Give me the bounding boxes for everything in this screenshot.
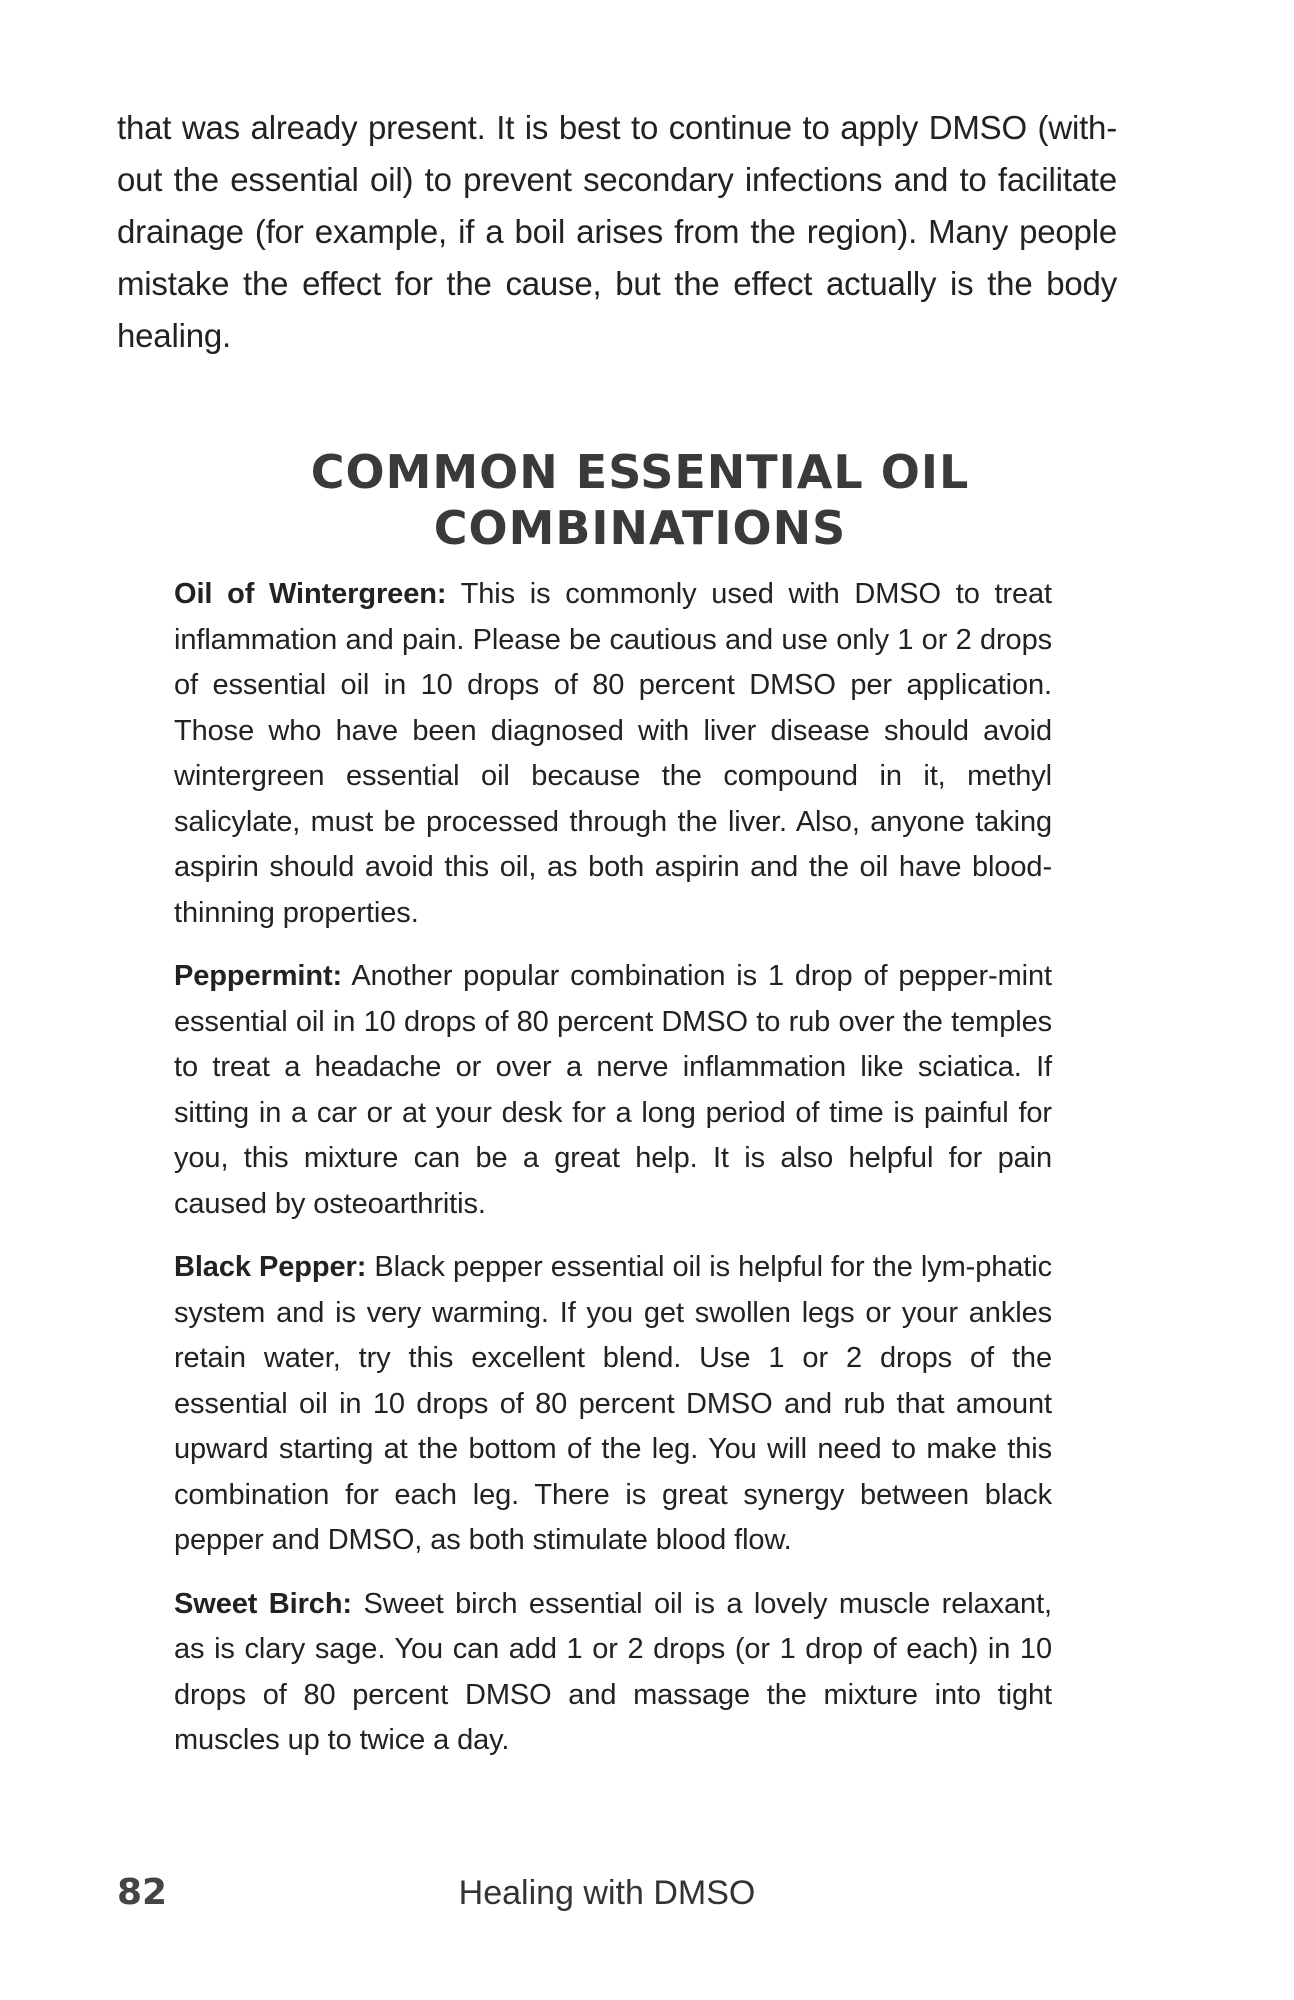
section-heading-line-2: COMBINATIONS <box>433 501 847 555</box>
section-heading-line-1: COMMON ESSENTIAL OIL <box>310 445 970 499</box>
entry-wintergreen <box>174 572 1052 936</box>
running-footer-title: Healing with DMSO <box>458 1874 756 1912</box>
entry-text: This is commonly used with DMSO to treat inflammation and pain. Please be cautious and use only 1 or 2 drops of essential oil in 10 drops of 80 percent DMSO per application. Those who have been diagnosed with liver disease should avoid wintergreen essential oil because the compound in it, methyl salicylate, must be processed through the liver. Also, anyone taking aspirin should avoid this oil, as both aspirin and the oil have blood-thinning properties. <box>174 578 1052 929</box>
section-heading <box>140 444 1140 556</box>
intro-paragraph: that was already present. It is best to continue to apply DMSO (with-out the essential oil) to prevent secondary infections and to facilitate drainage (for example, if a boil arises from the region). Many people mistake the effect for the cause, but the effect actually is the body healing. <box>117 109 1117 354</box>
entry-text: Sweet birch essential oil is a lovely muscle relaxant, as is clary sage. You can add 1 or 2 drops (or 1 drop of each) in 10 drops of 80 percent DMSO and massage the mixture into tight muscles up to twice a day. <box>174 1587 1052 1756</box>
oil-combinations-list <box>174 572 1052 1782</box>
entry-term: Sweet Birch: <box>174 1587 352 1620</box>
page-number: 82 <box>117 1872 168 1913</box>
entry-text: Black pepper essential oil is helpful for the lym-phatic system and is very warming. If you get swollen legs or your ankles retain water, try this excellent blend. Use 1 or 2 drops of the essential oil in 10 drops of 80 percent DMSO and rub that amount upward starting at the bottom of the leg. You will need to make this combination for each leg. There is great synergy between black pepper and DMSO, as both stimulate blood flow. <box>174 1251 1052 1556</box>
entry-term: Oil of Wintergreen: <box>174 578 447 610</box>
entry-term: Peppermint: <box>174 960 343 992</box>
entry-term: Black Pepper: <box>174 1251 367 1283</box>
entry-sweet-birch <box>174 1582 1052 1764</box>
entry-peppermint <box>174 954 1052 1227</box>
entry-black-pepper <box>174 1245 1052 1564</box>
entry-text: Another popular combination is 1 drop of pepper-mint essential oil in 10 drops of 80 percent DMSO to rub over the temples to treat a headache or over a nerve inflammation like sciatica. If sitting in a car or at your desk for a long period of time is painful for you, this mixture can be a great help. It is also helpful for pain caused by osteoarthritis. <box>174 960 1052 1220</box>
